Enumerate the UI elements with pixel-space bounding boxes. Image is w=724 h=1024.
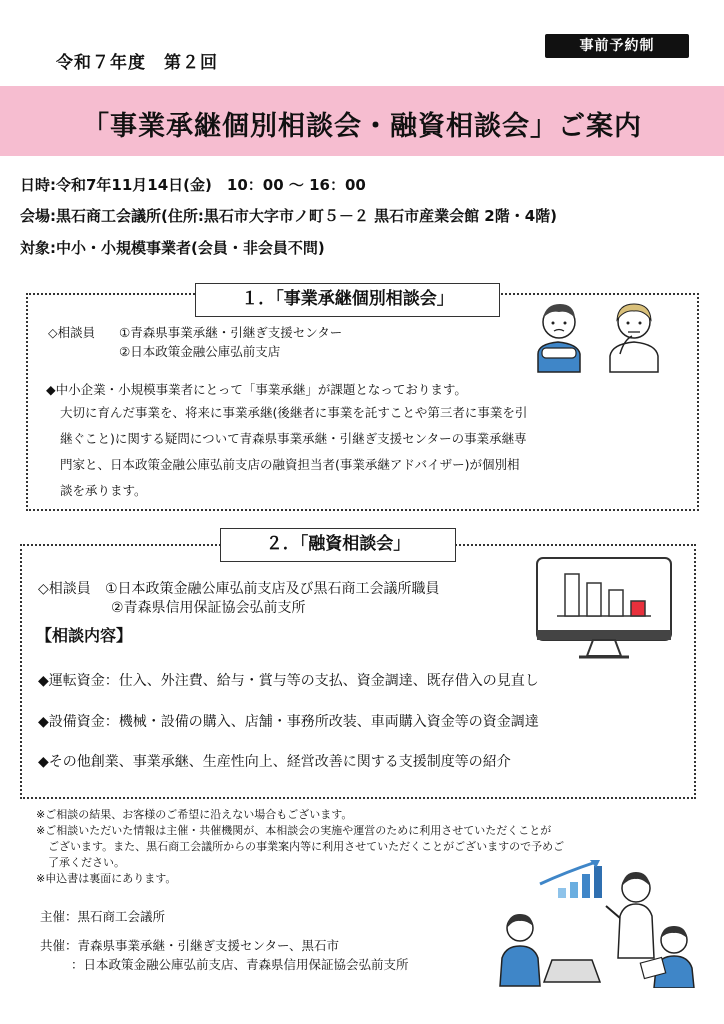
note-1: ※ご相談の結果、お客様のご希望に沿えない場合もございます。	[36, 808, 353, 821]
section1-body-line: 大切に育んだ事業を、将来に事業承継(後継者に事業を託すことや第三者に事業を引	[60, 405, 528, 420]
bar-1	[565, 574, 579, 616]
monitor-chart-illustration	[535, 556, 675, 664]
note-2: ※ご相談いただいた情報は主催・共催機関が、本相談会の実施や運営のために利用させていただくことが	[36, 824, 552, 837]
cohost-line-1: 共催：青森県事業承継・引継ぎ支援センター、黒石市	[40, 938, 340, 953]
people-worried-illustration	[520, 296, 680, 376]
section1-title: １．「事業承継個別相談会」	[195, 283, 500, 317]
section1-body-line: 談を承ります。	[60, 483, 147, 498]
section1-body-line: 門家と、日本政策金融公庫弘前支店の融資担当者(事業承継アドバイザー)が個別相	[60, 457, 520, 472]
person-2-icon	[610, 304, 658, 372]
event-date: 日時:令和7年11月14日(金) 10：00 ～ 16：00	[20, 176, 366, 194]
host-line: 主催：黒石商工会議所	[40, 909, 166, 924]
section1-body-line: 継ぐこと)に関する疑問について青森県事業承継・引継ぎ支援センターの事業承継専	[60, 431, 527, 446]
bar-4	[631, 601, 645, 616]
attendee-left-icon	[500, 914, 540, 986]
meeting-illustration	[496, 858, 698, 988]
note-5: ※申込書は裏面にあります。	[36, 872, 177, 885]
section2-consult-heading: 【相談内容】	[36, 626, 133, 645]
section2-item-3: ◆その他創業、事業承継、生産性向上、経営改善に関する支援制度等の紹介	[38, 754, 511, 770]
section1-lead: ◆中小企業・小規模事業者にとって「事業承継」が課題となっております。	[46, 382, 467, 397]
page-title: 「事業承継個別相談会・融資相談会」ご案内	[82, 111, 642, 142]
cohost-line-2: ：日本政策金融公庫弘前支店、青森県信用保証協会弘前支所	[71, 957, 409, 972]
person-1-icon	[538, 304, 580, 372]
bar-2	[587, 583, 601, 616]
laptop-icon	[544, 960, 600, 982]
section2-item-1: ◆運転資金：仕入、外注費、給与・賞与等の支払、資金調達、既存借入の見直し	[38, 673, 539, 689]
year-line: 令和７年度 第２回	[56, 53, 218, 73]
section2-advisor-1: ①日本政策金融公庫弘前支店及び黒石商工会議所職員	[105, 581, 440, 597]
section2-title: ２．「融資相談会」	[220, 528, 456, 562]
growth-chart-icon	[540, 860, 602, 898]
note-4: 了承ください。	[48, 856, 125, 869]
event-target: 対象:中小・小規模事業者(会員・非会員不問)	[20, 239, 325, 257]
section1-advisor-1: ①青森県事業承継・引継ぎ支援センター	[119, 325, 343, 340]
section2-advisors-label: ◇相談員	[38, 581, 91, 597]
event-venue: 会場:黒石商工会議所(住所:黒石市大字市ノ町５－２ 黒石市産業会館 2階・4階)	[20, 207, 558, 225]
section2-advisor-2: ②青森県信用保証協会弘前支所	[111, 600, 306, 616]
reservation-badge: 事前予約制	[545, 34, 689, 58]
presenter-icon	[606, 872, 654, 958]
note-3: ございます。また、黒石商工会議所からの事業案内等に利用させていただくことがございますので予めご	[48, 840, 565, 853]
section2-item-2: ◆設備資金：機械・設備の購入、店舗・事務所改装、車両購入資金等の資金調達	[38, 714, 539, 730]
section1-advisors-label: ◇相談員	[48, 325, 96, 340]
section1-advisor-2: ②日本政策金融公庫弘前支店	[119, 344, 281, 359]
bar-3	[609, 590, 623, 616]
section1-body	[60, 400, 680, 504]
